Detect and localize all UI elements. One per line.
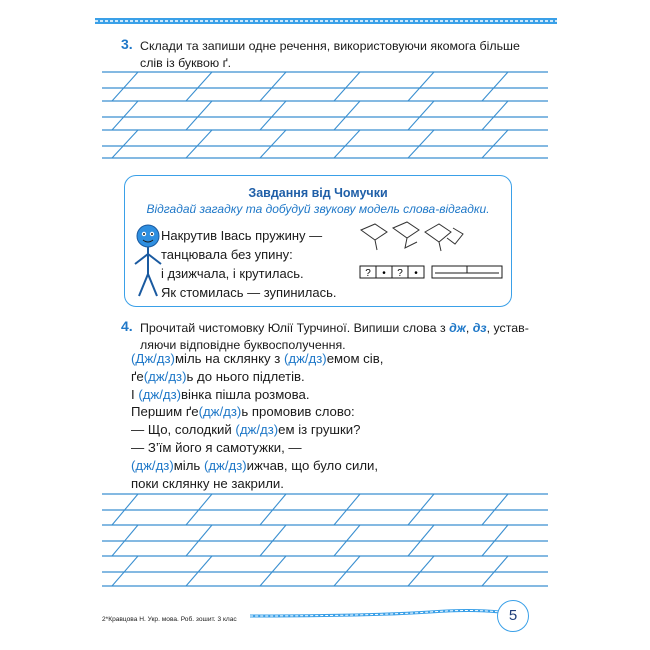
page-number: 5 xyxy=(497,600,529,632)
riddle-line: Накрутив Івась пружину — xyxy=(161,228,323,243)
task3-number: 3. xyxy=(121,36,133,52)
poem-segment: ижчав, що було сили, xyxy=(246,457,379,473)
poem-line: поки склянку не закрили. xyxy=(131,475,284,491)
box-subtitle: Відгадай загадку та добудуй звукову модель слова-відгадки. xyxy=(146,202,490,216)
chomuchka-figure-icon xyxy=(131,222,165,302)
poem-line xyxy=(131,386,383,404)
spinning-top-sketch-icon xyxy=(357,218,467,254)
task4-line1-a: Прочитай чистомовку Юлії Турчиної. Випиши слова з xyxy=(140,321,450,335)
choice-blank[interactable]: (дж/дз) xyxy=(131,457,174,473)
poem-segment: емом сів, xyxy=(326,351,384,366)
poem-line xyxy=(131,350,383,368)
task3-line1: Склади та запиши одне речення, використовуючи якомога більше xyxy=(140,39,520,53)
riddle-text xyxy=(161,226,337,302)
top-decorative-rule xyxy=(95,17,557,25)
chomuchka-task-box xyxy=(124,175,512,307)
task4-comma: , xyxy=(465,321,473,335)
sound-cell-4: • xyxy=(414,268,418,279)
poem-line xyxy=(131,421,383,439)
sound-cell-2: • xyxy=(382,268,386,279)
poem-segment: ґе xyxy=(131,368,144,384)
poem-segment: ем із грушки? xyxy=(278,422,361,438)
poem-line xyxy=(131,403,383,421)
task3-text xyxy=(140,38,520,72)
task4-writing-lines[interactable] xyxy=(102,492,550,588)
task4-line1-b: , устав- xyxy=(486,321,529,335)
riddle-line: танцювала без упину: xyxy=(161,247,293,262)
choice-blank[interactable]: (дж/дз) xyxy=(198,404,242,420)
poem-segment: міль xyxy=(173,457,204,473)
poem-text xyxy=(131,350,383,492)
choice-blank[interactable]: (дж/дз) xyxy=(138,386,182,402)
sound-cell-3: ? xyxy=(397,268,403,279)
poem-segment: — Що, солодкий xyxy=(131,422,236,438)
choice-blank[interactable]: (дж/дз) xyxy=(283,351,327,366)
box-title: Завдання від Чомучки xyxy=(248,186,388,200)
riddle-line: і дзижчала, і крутилась. xyxy=(161,266,304,281)
choice-blank[interactable]: (дж/дз) xyxy=(143,368,187,384)
footer-decorative-wave xyxy=(250,606,500,620)
poem-segment: вінка пішла розмова. xyxy=(181,386,310,402)
footer-credit: 2*Кравцова Н. Укр. мова. Роб. зошит. 3 клас xyxy=(102,616,237,623)
letters-dzh: дж xyxy=(449,321,466,335)
choice-blank[interactable]: (дж/дз) xyxy=(203,457,247,473)
task3-writing-lines[interactable] xyxy=(102,70,550,160)
poem-line xyxy=(131,457,383,475)
choice-blank[interactable]: (дж/дз) xyxy=(235,422,279,438)
poem-line xyxy=(131,368,383,386)
poem-segment: ь промовив слово: xyxy=(241,404,355,420)
poem-segment: Першим ґе xyxy=(131,404,199,420)
riddle-line: Як стомилась — зупинилась. xyxy=(161,285,337,300)
task4-text xyxy=(140,320,529,354)
task3-line2: слів із буквою ґ. xyxy=(140,56,232,70)
poem-line: — З’їм його я самотужки, — xyxy=(131,439,302,455)
letters-dz: дз xyxy=(472,321,487,335)
task4-number: 4. xyxy=(121,318,133,334)
choice-blank[interactable]: (Дж/дз) xyxy=(131,351,175,366)
poem-segment: ь до нього підлетів. xyxy=(186,368,305,384)
poem-segment: І xyxy=(131,386,139,402)
sound-model-scheme[interactable] xyxy=(359,265,505,279)
sound-cell-1: ? xyxy=(365,268,371,279)
poem-segment: міль на склянку з xyxy=(174,351,284,366)
task4-line2: ляючи відповідне буквосполучення. xyxy=(140,338,346,352)
